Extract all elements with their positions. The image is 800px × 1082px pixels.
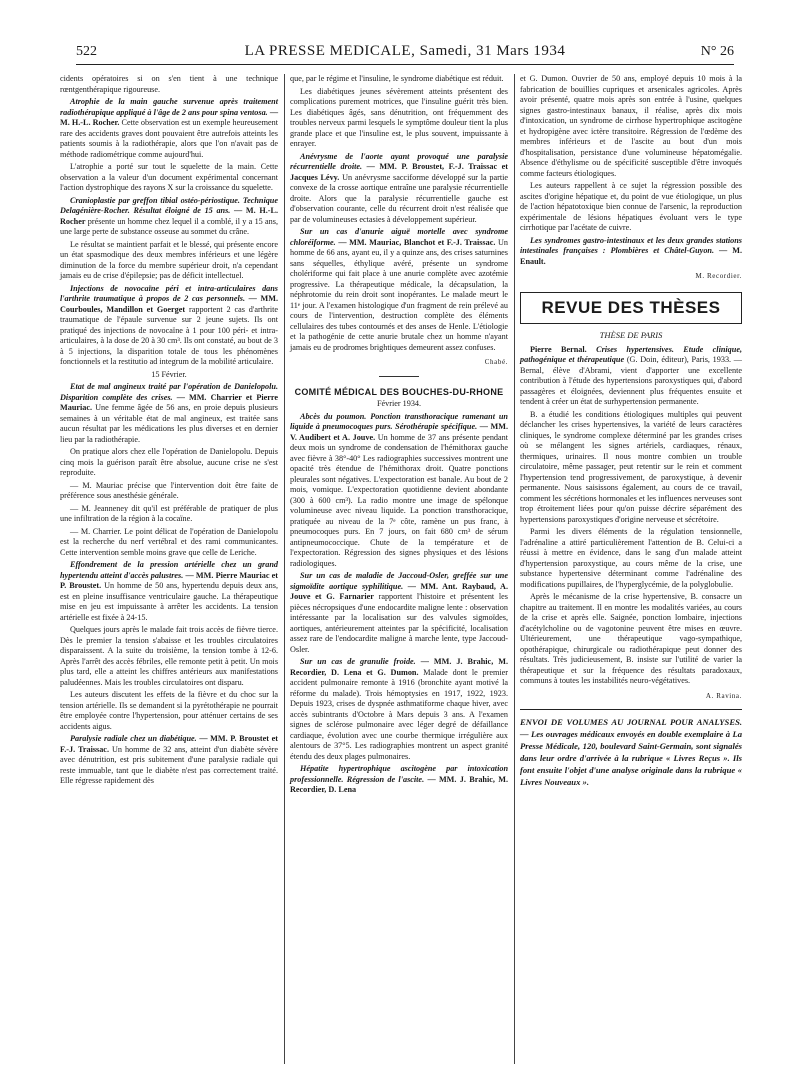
paragraph: [290, 657, 508, 762]
column-middle: [290, 74, 508, 798]
article-heading: Paralysie radiale chez un diabétique.: [70, 734, 197, 743]
subsection-heading: THÈSE DE PARIS: [599, 330, 663, 340]
paragraph: [520, 345, 742, 408]
paragraph-text: — M. Jeanneney dit qu'il est préférable de pratiquer de plus une infiltration de la région à la cocaïne.: [60, 503, 278, 523]
date-line: 15 Février.: [151, 369, 187, 379]
article-heading: Les syndromes gastro-intestinaux et les deux grandes stations intestinales françaises : Plombières et Châtel-Guyon.: [520, 235, 742, 255]
paragraph-text: Un homme de 66 ans, ayant eu, il y a quinze ans, des crises saturnines sans séquelles, éthylique avéré, présente un syndrome cholériforme qui fait place à une anurie complète avec azotémie progressive. La thérapeutique médicale, la décapsulation, la néphrotomie du rein droit sont inopérantes. Le malade meurt le 11ᵉ jour. A l'examen histologique d'un fragment de rein prélevé au cours de l'intervention, destruction complète des éléments cellulaires des tubes contournés et des anses de Henle. L'étiologie et la pathogénie de cette anurie brutale chez un homme n'ayant jamais eu de prodromes brightiques demeurent assez confuses.: [290, 237, 508, 352]
paragraph-text: Une femme âgée de 56 ans, en proie depuis plusieurs semaines à un véritable état de mal angineux, est traitée sans aucun résultat par les médications les plus diverses et en dernier lieu par la radiothérapie.: [60, 403, 278, 444]
article-authors: — MM. P. Broustet, F.-J. Traissac et Jacques Lévy.: [290, 162, 509, 182]
article-heading: Atrophie de la main gauche survenue après traitement radiothérapique appliqué à l'âge de 2 ans pour spina ventosa.: [60, 97, 278, 117]
paragraph: [60, 196, 278, 238]
paragraph: [60, 527, 278, 559]
paragraph: [520, 592, 742, 687]
article-heading: Etat de mal angineux traité par l'opération de Danielopolu. Disparition complète des crises.: [60, 382, 278, 402]
article-authors: — M. H.-L. Rocher.: [60, 107, 279, 127]
article-authors: — MM. Mauriac, Blanchot et F.-J. Traissac.: [338, 237, 496, 247]
article-heading: Hépatite hypertrophique ascitogène par intoxication professionnelle. Régression de l'ascite.: [290, 764, 508, 784]
paragraph-text: que, par le régime et l'insuline, le syndrome diabétique est réduit.: [290, 74, 504, 83]
paragraph-text: Parmi les divers éléments de la régulation tensionnelle, l'adrénaline a attiré particulièrement l'attention de B. Celui-ci a réussi à mettre en évidence, dans le sang d'un malade atteint d'hypertension paroxystique, au cours même de la crise, une substance hypertensive déterminant comme l'adrénaline des modifications pupillaires, de l'hyperglycémie, de la polyglobulie.: [520, 527, 742, 589]
author-signature: M. Recordier.: [695, 272, 742, 280]
paragraph-text: — M. Charrier. Le point délicat de l'opération de Danielopolu est la recherche du nerf vertébral et des rami communicantes. Cette intervention semble moins grave que celle de Leriche.: [60, 526, 278, 557]
section-box-title: REVUE DES THÈSES: [541, 297, 721, 317]
author-name: Pierre Bernal.: [530, 344, 587, 354]
paragraph: [290, 152, 508, 226]
article-heading: Abcès du poumon. Ponction transthoracique ramenant un liquide à pneumocoques purs. Sérothérapie spécifique.: [290, 411, 508, 431]
section-heading: COMITÉ MÉDICAL DES BOUCHES-DU-RHONE: [294, 386, 504, 397]
paragraph-text: Un homme de 32 ans, atteint d'un diabète sévère avec dénutrition, est pris subitement d'une paralysie radiale qui reste immuable, tant que le diabète n'est pas correctement traité. Elle régresse rapidement dès: [60, 744, 278, 785]
article-authors: — MM. Courboules, Mandillon et Goerget: [60, 294, 278, 314]
paragraph: [60, 560, 278, 623]
article-authors: — MM. Pierre Mauriac et P. Broustet.: [60, 570, 279, 590]
paragraph-text: présente un homme chez lequel il a comblé, il y a 15 ans, une large perte de substance osseuse au sommet du crâne.: [60, 216, 279, 236]
article-heading: Cranioplastie par greffon tibial ostéo-périostique. Technique Delagénière-Rocher. Résultat éloigné de 15 ans.: [60, 195, 278, 215]
paragraph: [60, 734, 278, 787]
paragraph: [60, 284, 278, 368]
paragraph-text: cidents opératoires si on s'en tient à une technique rœntgenthérapique rigoureuse.: [60, 74, 278, 94]
paragraph: [60, 162, 278, 194]
journal-title: LA PRESSE MEDICALE, Samedi, 31 Mars 1934: [244, 43, 566, 59]
issue-number: N° 26: [700, 44, 734, 59]
date-line: Février 1934.: [376, 399, 422, 408]
paragraph: [60, 447, 278, 479]
article-heading: Anévrysme de l'aorte ayant provoqué une paralysie récurrentielle droite.: [290, 151, 508, 171]
paragraph: [520, 410, 742, 526]
paragraph: [520, 74, 742, 179]
paragraph: [60, 625, 278, 688]
paragraph: [60, 690, 278, 732]
paragraph: [520, 181, 742, 234]
paragraph-text: rapportent 2 cas d'arthrite traumatique de l'épaule survenue sur 2 jeune sujets. Ils ont pratiqué des injections de novocaïne à 1 pour 100 péri- et intra-articulaires, à la dose de 20 à 30 cm³. Ils ont constaté, au bout de 3 à 5 injections, la disparition totale de tous les phénomènes fonctionnels et la restitutio ad integrum de la mobilité articulaire.: [60, 304, 279, 366]
page-number: 522: [76, 44, 97, 59]
paragraph: [520, 527, 742, 590]
paragraph-text: Un homme de 37 ans présente pendant deux mois un syndrome de condensation de l'hémithorax gauche avec fièvre à 38°-40° Les radiographies successives montrent une opacité très étendue de l'hémithorax droit. Quatre ponctions pleurales sont négatives. L'expectoration est banale. Au bout de 2 mois, vomique. L'expectoration quotidienne devient abondante (300 à 600 cm³). La radio montre une image de spélonque volumineuse avec niveau liquide. La ponction transthoracique, pratiquée au niveau de la 7ᵉ côte, ramène un pus franc, à pneumocoques purs. En 7 jours, on fait 680 cm³ de sérum antipneumococcique. Chute de la température et de l'expectoration. Régression des signes physiques et des lésions radiologiques.: [290, 432, 509, 568]
article-heading: Injections de novocaïne péri et intra-articulaires dans l'arthrite traumatique à propos de 2 cas personnels.: [60, 283, 278, 303]
paragraph-text: Les auteurs rappellent à ce sujet la régression possible des ascites d'origine hépatique et, du point de vue étiologique, un plus de l'action hépatotoxique bien connue de l'arsenic, la reproduction expérimentale de lésions hépatiques évoluant vers le type cirrhotique par l'acétate de cuivre.: [520, 181, 742, 232]
paragraph-text: — M. Mauriac précise que l'intervention doit être faite de préférence sous anesthésie générale.: [60, 480, 278, 500]
paragraph-text: Malade dont le premier accident pulmonaire remonte à 1916 (bronchite ayant motivé la réforme du malade). Trois hémoptysies en 1917, 1922, 1923. Depuis 1923, crises de dyspnée asthmatiforme chaque hiver, avec accès subintrants d'Octobre à Mars depuis 3 ans. A l'examen signes de sclérose pulmonaire avec léger degré de défaillance cardiaque, évolution avec une courbe thermique irrégulière aux alentours de 37°5. Les radiographies montrent un aspect granité étendu des deux plages pulmonaires.: [290, 667, 508, 761]
column-divider: [284, 74, 285, 1064]
article-authors: — MM. Ant. Raybaud, A. Jouve et G. Farnarier: [290, 581, 508, 601]
article-heading: Sur un cas de granulie froide.: [300, 657, 416, 666]
section-box: [520, 292, 742, 325]
article-authors: — M. H.-L. Rocher: [60, 206, 278, 226]
notice-box: ENVOI DE VOLUMES AU JOURNAL POUR ANALYSES. — Les ouvrages médicaux envoyés en double exemplaire à La Presse Médicale, 120, boulevard Saint-Germain, sont signalés dans leur ordre d'arrivée à la rubrique « Livres Reçus ». Ils font ensuite l'objet d'une analyse originale dans la rubrique « Livres Nouveaux ».: [520, 709, 742, 788]
paragraph: [60, 504, 278, 525]
article-authors: — MM. V. Audibert et A. Jouve.: [290, 422, 509, 442]
paragraph-text: Cette observation est un exemple heureusement rare des accidents graves dont pouvaient être autrefois atteints les patients soumis à la radiothérapie, alors que l'on n'avait pas de méthode radiométrique comme aujourd'hui.: [60, 118, 279, 159]
paragraph-text: (G. Doin, éditeur), Paris, 1933. — Bernal, élève d'Abrami, vient d'apporter une excellente contribution à l'étude des hypertensions paroxystiques qui, d'abord passagères et éloignées, deviennent plus fréquentes ensuite et tendent à créer un état de surhypertension permanente.: [520, 355, 742, 406]
paragraph-text: On pratique alors chez elle l'opération de Danielopolu. Depuis cinq mois la guérison paraît être absolue, aucune crise ne s'est reproduite.: [60, 447, 278, 477]
paragraph: [60, 382, 278, 445]
paragraph: [290, 87, 508, 150]
article-authors: — MM. J. Brahic, M. Recordier, D. Lena et G. Dumon.: [290, 657, 509, 677]
paragraph-text: Un homme de 50 ans, hypertendu depuis deux ans, est en pleine insuffisance ventriculaire gauche. La thérapeutique mise en jeu est impuissante à arrêter les accidents. La tension artérielle est fixée à 24-15.: [60, 581, 279, 622]
paragraph: [520, 236, 742, 268]
article-heading: Sur un cas de maladie de Jaccoud-Osler, greffée sur une sigmoïdite aortique syphilitique.: [290, 571, 508, 591]
paragraph-text: Quelques jours après le malade fait trois accès de fièvre tierce. Dès le premier la tension s'abaisse et les troubles circulatoires disparaissent. A la suite du troisième, la tension tombe à 12-6. Après l'arrêt des accès fébriles, elle remonte petit à petit. Un mois plus tard, elle a atteint les chiffres antérieurs aux manifestations paludéennes. Mais les troubles circulatoires ont disparu.: [60, 625, 278, 687]
column-right: [520, 74, 742, 788]
paragraph-text: rapportent l'histoire et présentent les pièces nécropsiques d'une endocardite maligne lente : observation intéressante par la localisation sur des valvules sigmoïdes, aortiques, antérieurement atteintes par la spécificité, localisation assez rare de l'endocardite maligne à marche lente, type Jaccoud-Osler.: [290, 592, 508, 654]
article-authors: — MM. P. Broustet et F.-J. Traissac.: [60, 734, 278, 754]
paragraph: [60, 481, 278, 502]
author-signature: A. Ravina.: [705, 691, 742, 700]
column-left: [60, 74, 278, 789]
paragraph: [60, 240, 278, 282]
article-heading: Crises hypertensives. Etude clinique, pathogénique et thérapeutique: [520, 344, 743, 364]
article-authors: — M. Enault.: [520, 246, 743, 266]
paragraph-text: Les diabétiques jeunes sévèrement atteints présentent des complications purement motrices, que l'insuline guérit très bien. Les diabétiques âgés, sans dénutrition, ont fréquemment des troubles nerveux parmi lesquels le symptôme douleur tient la plus grande place et que l'insuline est, le plus souvent, impuissante à enrayer.: [290, 86, 508, 148]
paragraph: [290, 764, 508, 796]
paragraph-text: B. a étudié les conditions étiologiques multiples qui peuvent déclancher les crises hypertensives, la variété de leurs caractères cliniques, le syndrome complexe déterminé par les grandes crises où se mélangent les signes artériels, cardiaques, rénaux, thermiques, urinaires. Il nous montre combien un trouble circulatoire, même passager, peut retentir sur le rein et comment l'hypertension tend progressivement, de paroxystique, à devenir permanente. Nous saisissons également, au cours de ce travail, comment les sécrétions hormonales et les influences nerveuses sont trop étroitement liées pour qu'on puisse décrire séparément des hypertensions paroxystiques d'origine nerveuse et sécrétoire.: [520, 409, 742, 524]
section-divider: [379, 376, 419, 377]
paragraph-text: Le résultat se maintient parfait et le blessé, qui présente encore un état spasmodique des deux membres inférieurs et une légère diminution de la force du membre supérieur droit, n'a cependant jamais eu de crise d'épilepsie; pas de déficit intellectuel.: [60, 239, 278, 280]
paragraph-text: L'atrophie a porté sur tout le squelette de la main. Cette observation a la valeur d'un document expérimental concernant l'action dystrophique des rayons X sur la croissance du squelette.: [60, 162, 278, 192]
page-header: [76, 42, 734, 65]
paragraph: [290, 227, 508, 353]
paragraph: [290, 571, 508, 655]
article-authors: — MM. Charrier et Pierre Mauriac.: [60, 392, 279, 412]
article-authors: — MM. J. Brahic, M. Recordier, D. Lena: [290, 774, 509, 794]
article-heading: Effondrement de la pression artérielle chez un grand hypertendu atteint d'accès palustres.: [60, 560, 278, 580]
author-signature: Chabé.: [484, 358, 508, 366]
paragraph: [60, 97, 278, 160]
paragraph-text: et G. Dumon. Ouvrier de 50 ans, employé depuis 10 mois à la fabrication de bouillies cupriques et arsenicales agricoles. Après avoir présenté, quatre mois après son entrée à l'usine, quelques signes gastro-intestinaux banaux, il réalise, après dix mois d'intoxication, un syndrome de cirrhose hypertrophique ascitogène et hydropigène avec ictère transitoire. Régression de l'œdème des membres inférieurs et de l'ascite au bout d'un mois d'hospitalisation, persistance d'une volumineuse hépatomégalie. Absence d'éthylisme ou de spécificité susceptible d'être invoqués comme facteurs étiologiques.: [520, 74, 742, 178]
paragraph-text: Après le mécanisme de la crise hypertensive, B. consacre un chapitre au traitement. Il en montre les modalités variées, au cours de la crise et après elle. Saignée, ponction lombaire, injections d'acétylcholine ou de vagotonine peuvent être mises en œuvre. Ultérieurement, une thérapeutique vago-sympathique, opothérapique, chirurgicale ou radiothérapique peut donner des résultats. Très judicieusement, B. insiste sur l'utilité de varier la thérapeutique et sur la fréquence des résultats paradoxaux, communs à toutes les instabilités neuro-végétatives.: [520, 592, 742, 685]
article-heading: Sur un cas d'anurie aiguë mortelle avec syndrome chloréiforme.: [290, 227, 508, 247]
paragraph-text: Un anévrysme sacciforme développé sur la partie convexe de la crosse aortique entraîne une paralysie récurrentielle droite. Alors que la paralysie récurrentielle gauche est d'observation courante, celle du récurrent droit n'est réalisée que par de volumineuses ectasies à développement supérieur.: [290, 172, 508, 224]
paragraph: [60, 74, 278, 95]
paragraph: [290, 412, 508, 570]
paragraph-text: Les auteurs discutent les effets de la fièvre et du choc sur la tension artérielle. Ils se demandent si la pyrétothérapie ne pourrait être employée contre l'hypertension, pour atténuer certains de ses accidents aigus.: [60, 690, 278, 731]
paragraph: [290, 74, 508, 85]
column-divider: [514, 74, 515, 1064]
